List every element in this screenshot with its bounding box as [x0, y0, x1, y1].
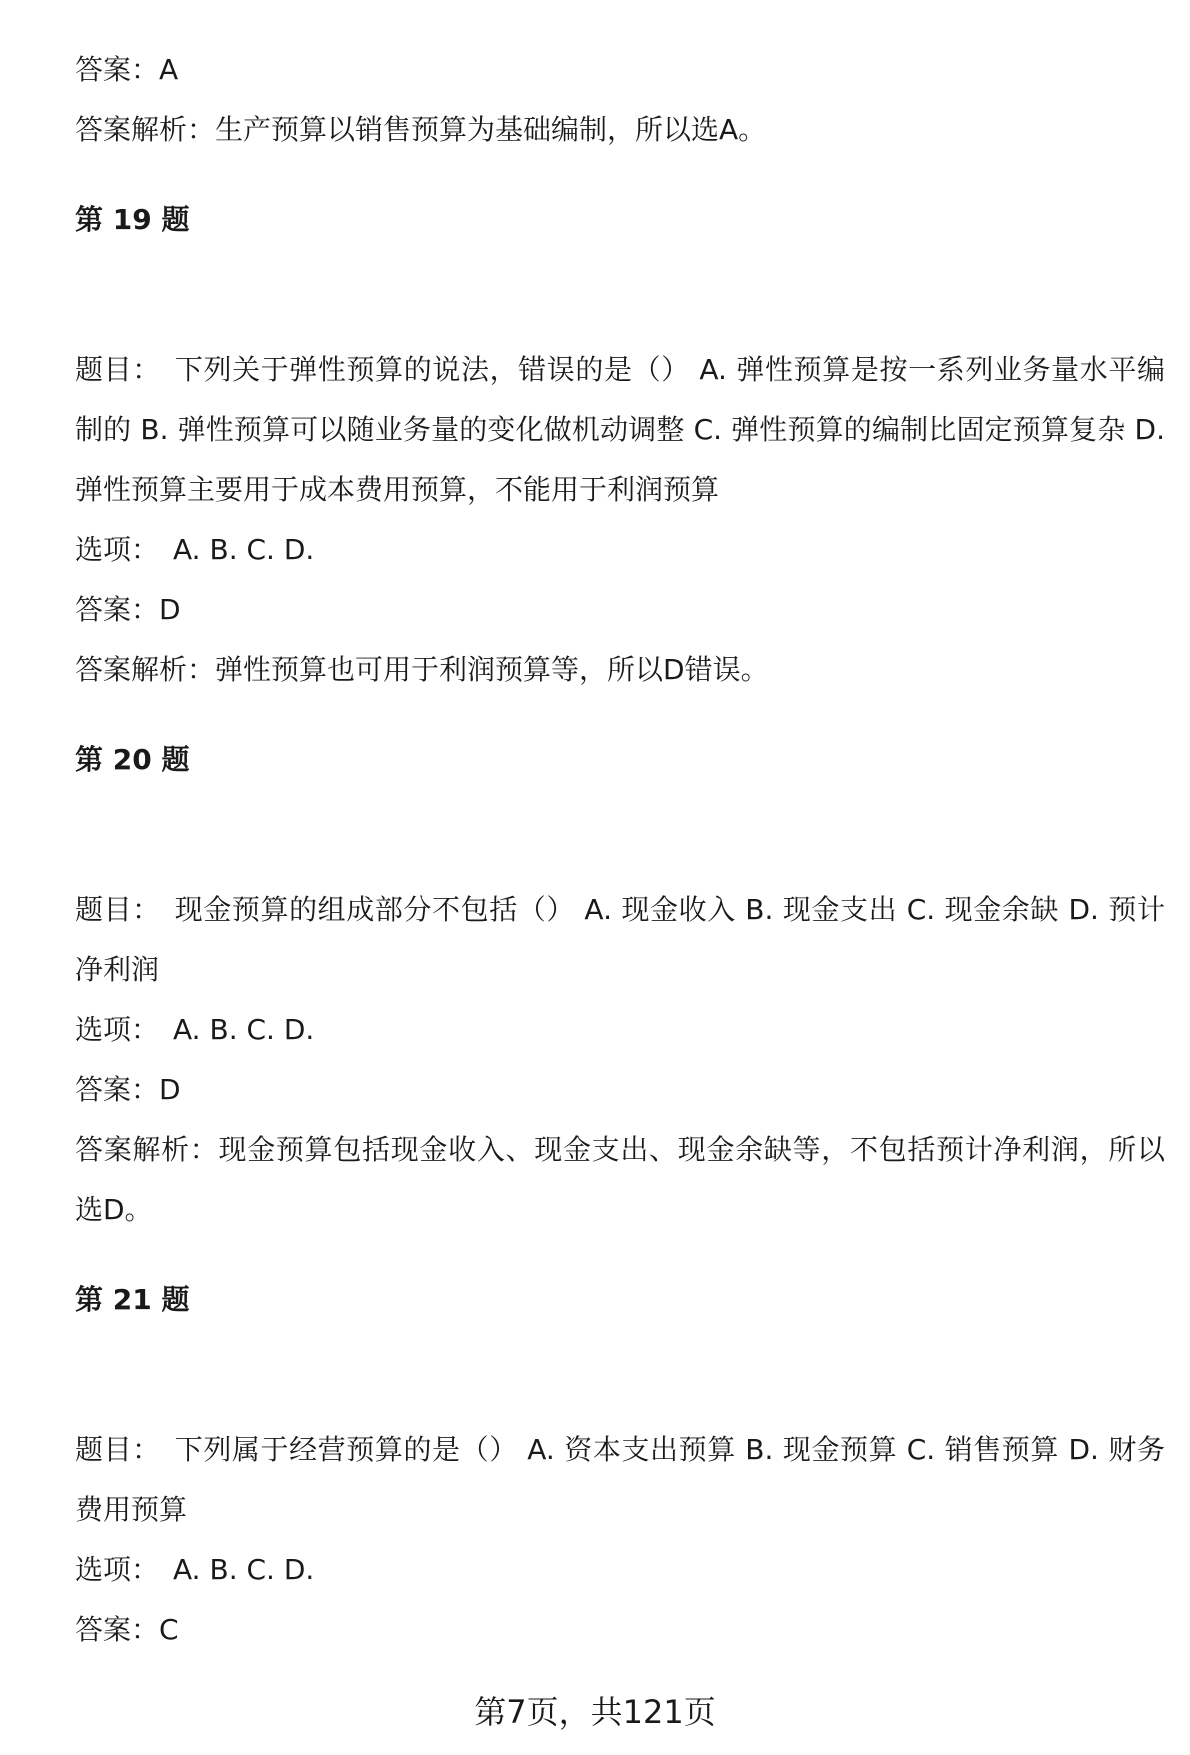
question-body: 现金预算的组成部分不包括（） A. 现金收入 B. 现金支出 C. 现金余缺 D. 预计净利润 [75, 893, 1165, 986]
question-heading-20: 第 20 题 [75, 743, 190, 776]
answer-19 [75, 580, 1165, 640]
analysis-label: 答案解析： [75, 653, 216, 686]
options-value: A. B. C. D. [173, 1553, 315, 1586]
analysis-text: 现金预算包括现金收入、现金支出、现金余缺等，不包括预计净利润，所以选D。 [75, 1133, 1165, 1226]
analysis-19 [75, 640, 1165, 700]
question-label: 题目： [75, 353, 161, 386]
options-value: A. B. C. D. [173, 533, 315, 566]
analysis-text: 弹性预算也可用于利润预算等，所以D错误。 [215, 653, 769, 686]
options-label: 选项： [75, 1013, 160, 1046]
options-19 [75, 520, 1165, 580]
question-heading-19: 第 19 题 [75, 203, 190, 236]
answer-label: 答案： [75, 1613, 160, 1646]
page-number: 第7页，共121页 [474, 1693, 716, 1731]
question-body: 下列关于弹性预算的说法，错误的是（） A. 弹性预算是按一系列业务量水平编制的 B. 弹性预算可以随业务量的变化做机动调整 C. 弹性预算的编制比固定预算复杂 D. 弹性预算主要用于成本费用预算，不能用于利润预算 [75, 353, 1165, 506]
options-value: A. B. C. D. [173, 1013, 315, 1046]
question-label: 题目： [75, 1433, 161, 1466]
analysis-text: 生产预算以销售预算为基础编制，所以选A。 [215, 113, 767, 146]
prev-analysis [75, 100, 1165, 160]
options-label: 选项： [75, 533, 160, 566]
analysis-label: 答案解析： [75, 1133, 219, 1166]
options-21 [75, 1540, 1165, 1600]
answer-20 [75, 1060, 1165, 1120]
question-body: 下列属于经营预算的是（） A. 资本支出预算 B. 现金预算 C. 销售预算 D. 财务费用预算 [75, 1433, 1165, 1526]
answer-label: 答案： [75, 593, 160, 626]
analysis-label: 答案解析： [75, 113, 216, 146]
answer-value: A [159, 53, 179, 86]
analysis-20 [75, 1120, 1165, 1240]
answer-value: D [159, 1073, 181, 1106]
answer-label: 答案： [75, 1073, 160, 1106]
question-heading-21: 第 21 题 [75, 1283, 190, 1316]
question-text-20 [75, 880, 1165, 1000]
question-text-21 [75, 1420, 1165, 1540]
question-text-19 [75, 340, 1165, 520]
page-content [75, 40, 1165, 1660]
options-label: 选项： [75, 1553, 160, 1586]
answer-value: C [159, 1613, 179, 1646]
question-label: 题目： [75, 893, 161, 926]
options-20 [75, 1000, 1165, 1060]
answer-label: 答案： [75, 53, 160, 86]
prev-answer [75, 40, 1165, 100]
answer-21 [75, 1600, 1165, 1660]
answer-value: D [159, 593, 181, 626]
